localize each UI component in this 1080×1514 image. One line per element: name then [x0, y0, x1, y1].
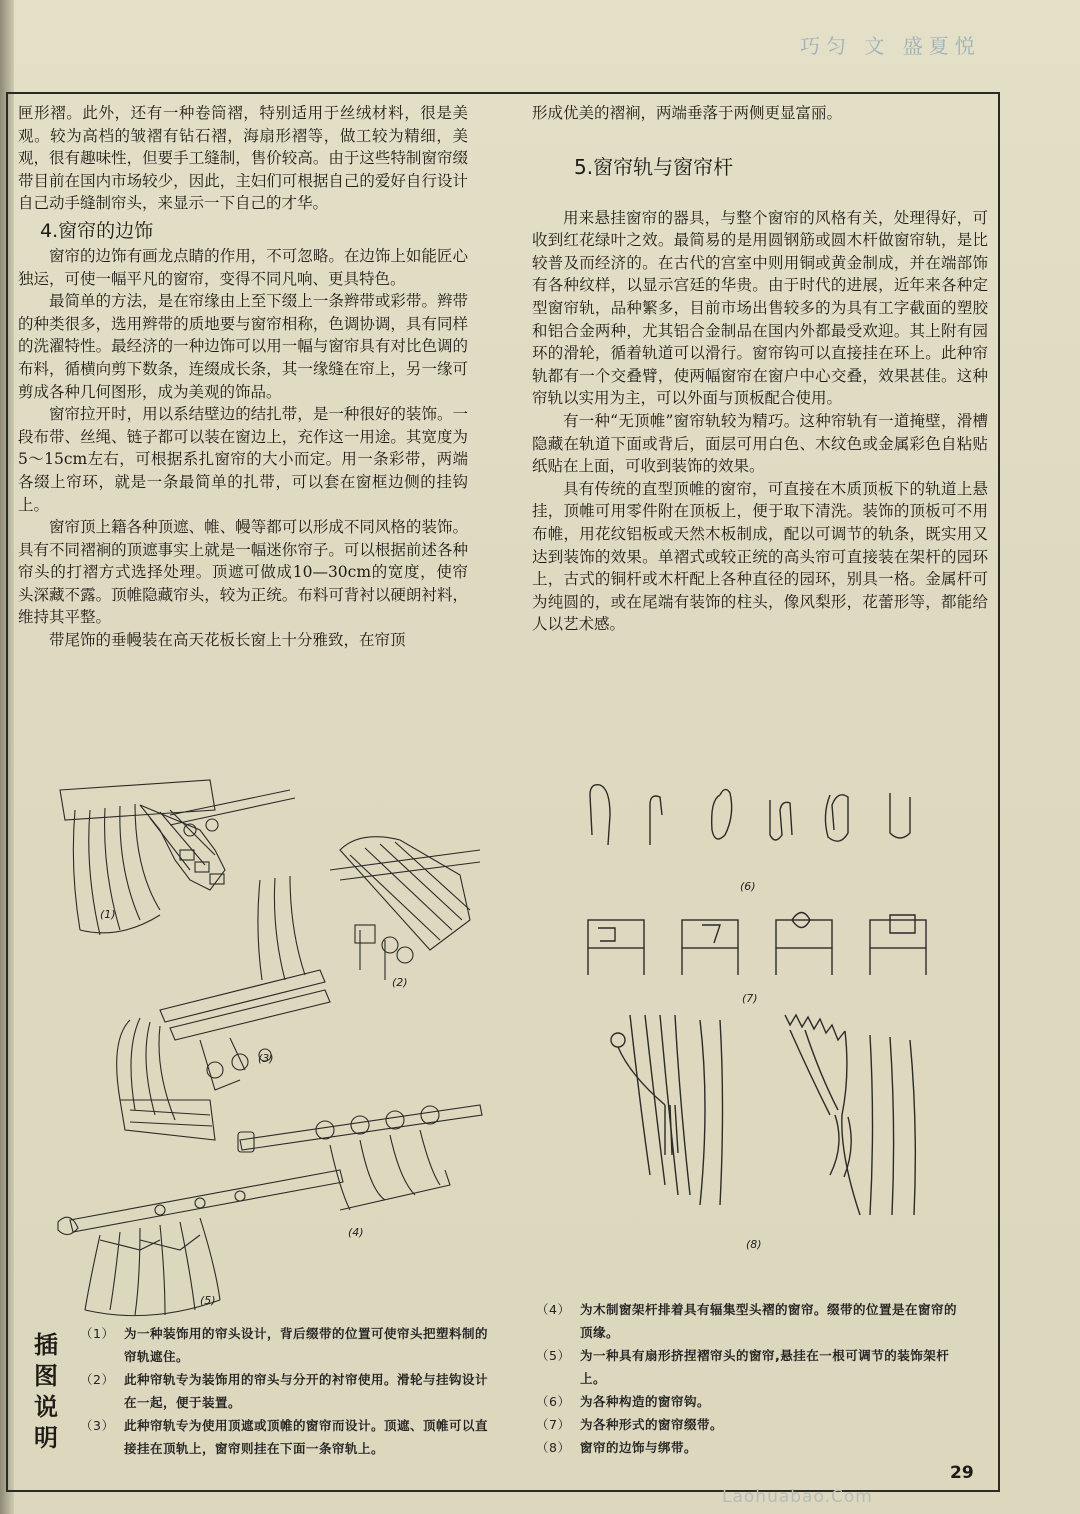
legend-item [536, 1390, 966, 1413]
bleed-through-header: 巧匀 文 盛夏悦 [800, 34, 981, 58]
legend-number: （7） [536, 1417, 571, 1432]
figure-label-4: (4) [348, 1226, 364, 1239]
section-heading-5: 5.窗帘轨与窗帘杆 [574, 154, 734, 179]
legend-text: 此种帘轨专为装饰用的帘头与分开的衬帘使用。滑轮与挂钩设计在一起，便于装置。 [124, 1372, 489, 1410]
figure-6-curtain-hooks [590, 785, 910, 845]
paragraph: 窗帘拉开时，用以系结壁边的结扎带，是一种很好的装饰。一段布带、丝绳、链子都可以装在窗边上，充作这一用途。其宽度为5～15cm左右，可根据系扎窗帘的大小而定。用一条彩带，两端各缀上帘环，就是一条最简单的扎带，可以套在窗框边侧的挂钩上。 [18, 405, 468, 514]
legend-title: 插图说明 [34, 1331, 58, 1452]
paragraph: 匣形褶。此外，还有一种卷筒褶，特别适用于丝绒材料，很是美观。较为高档的皱褶有钻石褶，海扇形褶等，做工较为精细，美观，很有趣味性，但要手工缝制，售价较高。由于这些特制窗帘缀带目前在国内市场较少，因此，主妇们可根据自己的爱好自行设计自己动手缝制帘头，来显示一下自己的才华。 [18, 104, 468, 213]
legend-number: （4） [536, 1302, 571, 1317]
left-text-column [18, 102, 468, 652]
legend-item [536, 1436, 966, 1459]
figure-label-8: (8) [746, 1238, 762, 1251]
page-number: 29 [950, 1463, 974, 1483]
paragraph: 窗帘顶上籍各种顶遮、帷、幔等都可以形成不同风格的装饰。具有不同褶裥的顶遮事实上就是一幅迷你帘子。可以根据前述各种帘头的打褶方式选择处理。顶遮可做成10—30cm的宽度，使帘头深藏不露。顶帷隐藏帘头，较为正统。布料可背衬以硬朗衬料，维持其平整。 [18, 518, 468, 627]
paragraph: 最简单的方法，是在帘缘由上至下缀上一条辫带或彩带。辫带的种类很多，选用辫带的质地要与窗帘相称，色调协调，具有同样的洗濯特性。最经济的一种边饰可以用一幅与窗帘具有对比色调的布料，循横向剪下数条，连缀成长条，其一缘缝在帘上，另一缘可剪成各种几何图形，成为美观的饰品。 [18, 292, 468, 401]
figure-label-1: (1) [100, 908, 116, 921]
legend-item [536, 1298, 966, 1344]
figure-2-drawing [258, 837, 480, 980]
legend-number: （6） [536, 1394, 571, 1409]
figure-3-drawing [117, 970, 330, 1140]
legend-number: （1） [80, 1326, 115, 1341]
figure-1-drawing [60, 780, 295, 935]
legend-number: （2） [80, 1372, 115, 1387]
figure-label-3: (3) [258, 1052, 274, 1065]
figure-label-5: (5) [200, 1294, 216, 1307]
legend-text: 为一种具有扇形挤捏褶帘头的窗帘,悬挂在一根可调节的装饰架杆上。 [580, 1348, 950, 1386]
paragraph: 具有传统的直型顶帷的窗帘，可直接在木质顶板下的轨道上悬挂，顶帷可用零件附在顶板上，便于取下清洗。装饰的顶板可不用布帷，用花纹铝板或天然木板制成，配以可调节的轨条，既实用又达到装饰的效果。单褶式或较正统的高头帘可直接装在架杆的园环上，古式的铜杆或木杆配上各种直径的园环，别具一格。金属杆可为纯圆的，或在尾端有装饰的柱头，像风梨形，花蕾形等，都能给人以艺术感。 [532, 479, 988, 634]
legend-item [536, 1413, 966, 1436]
legend-text: 为各种形式的窗帘缀带。 [580, 1417, 724, 1432]
legend-item [80, 1414, 496, 1460]
legend-text: 为木制窗架杆排着具有辐集型头褶的窗帘。缀带的位置是在窗帘的顶缘。 [580, 1302, 958, 1340]
legend-right [536, 1298, 966, 1459]
paragraph: 带尾饰的垂幔装在高天花板长窗上十分雅致，在帘顶 [49, 631, 406, 650]
legend-number: （3） [80, 1418, 115, 1433]
paragraph: 形成优美的褶裥，两端垂落于两侧更显富丽。 [532, 104, 843, 122]
legend-number: （8） [536, 1440, 571, 1455]
legend-item [80, 1322, 496, 1368]
figure-7-curtain-tapes [588, 913, 926, 976]
paragraph: 用来悬挂窗帘的器具，与整个窗帘的风格有关，处理得好，可收到红花绿叶之效。最简易的是用圆钢筋或圆木杆做窗帘轨，是比较普及而经济的。在古代的宫室中则用铜或黄金制成，并在端部饰有各种纹样，以显示宫廷的华贵。由于时代的进展，近年来各种定型窗帘轨，品种繁多，目前市场出售较多的为具有工字截面的塑胶和铝合金两种，尤其铝合金制品在国内外都最受欢迎。其上附有园环的滑轮，循着轨道可以滑行。窗帘钩可以直接挂在环上。此种帘轨都有一个交叠臂，使两幅窗帘在窗户中心交叠，效果甚佳。这种帘轨以实用为主，可以外面与顶板配合使用。 [532, 208, 988, 408]
figure-8-tiebacks [611, 1015, 915, 1215]
curtain-illustrations-left [40, 770, 520, 1330]
legend-left [80, 1322, 496, 1460]
figure-label-7: (7) [742, 992, 758, 1005]
legend-text: 为一种装饰用的帘头设计，背后缀带的位置可使帘头把塑料制的帘轨遮住。 [124, 1326, 489, 1364]
legend-text: 此种帘轨专为使用顶遮或顶帷的窗帘而设计。顶遮、顶帷可以直接挂在顶轨上，窗帘则挂在下面一条帘轨上。 [124, 1418, 489, 1456]
curtain-illustrations-right [570, 775, 990, 1255]
legend-item [536, 1344, 966, 1390]
legend-number: （5） [536, 1348, 571, 1363]
figure-label-2: (2) [392, 976, 408, 989]
legend-item [80, 1368, 496, 1414]
paragraph: 窗帘的边饰有画龙点睛的作用，不可忽略。在边饰上如能匠心独运，可使一幅平凡的窗帘，变得不同凡响、更具特色。 [18, 246, 468, 288]
paragraph: 有一种“无顶帷”窗帘轨较为精巧。这种帘轨有一道掩壁，滑槽隐藏在轨道下面或背后，面层可用白色、木纹色或金属彩色自粘贴纸贴在上面，可收到装饰的效果。 [532, 411, 988, 476]
watermark: Laohuabao.Com [722, 1487, 873, 1507]
section-heading-4: 4.窗帘的边饰 [40, 219, 154, 242]
legend-text: 窗帘的边饰与绑带。 [580, 1440, 698, 1455]
legend-text: 为各种构造的窗帘钩。 [580, 1394, 711, 1409]
figure-label-6: (6) [740, 880, 756, 893]
right-text-column [532, 102, 988, 636]
